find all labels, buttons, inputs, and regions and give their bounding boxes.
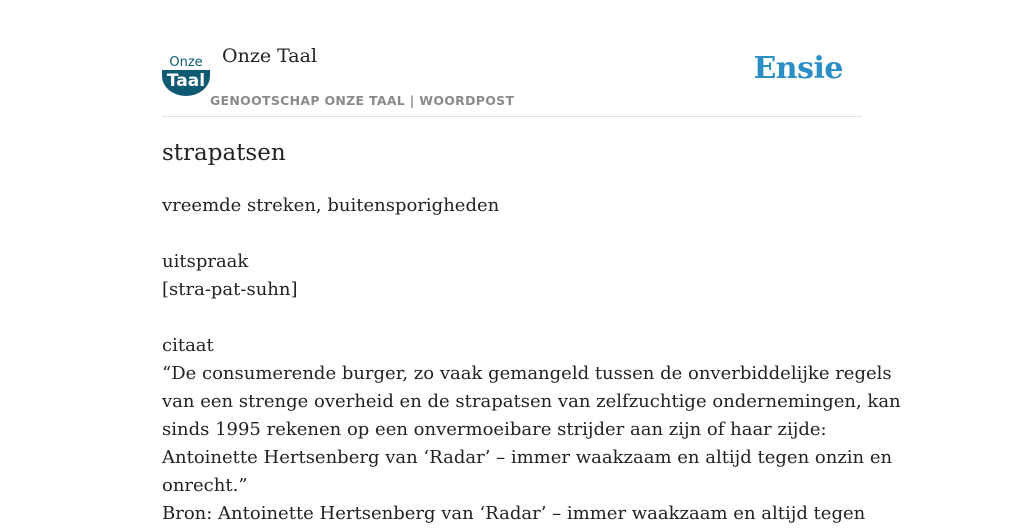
pronunciation-value: [stra-pat-suhn] xyxy=(162,279,298,300)
entry-term: strapatsen xyxy=(162,140,286,166)
quote-line: sinds 1995 rekenen op een onvermoeibare strijder aan zijn of haar zijde: xyxy=(162,419,827,440)
entry-body xyxy=(162,192,901,528)
site-subtitle: GENOOTSCHAP ONZE TAAL | WOORDPOST xyxy=(210,93,515,108)
quote-block xyxy=(162,332,901,528)
ensie-logo[interactable]: Ensie xyxy=(753,51,843,86)
logo-top-text: Onze xyxy=(169,55,203,70)
quote-line: “De consumerende burger, zo vaak gemangeld tussen de onverbiddelijke regels xyxy=(162,363,892,384)
site-name[interactable]: Onze Taal xyxy=(222,45,318,67)
quote-source: Bron: Antoinette Hertsenberg van ‘Radar’ – immer waakzaam en altijd tegen xyxy=(162,503,866,524)
quote-label: citaat xyxy=(162,335,214,356)
quote-line: van een strenge overheid en de strapatsen van zelfzuchtige ondernemingen, kan xyxy=(162,391,901,412)
onze-taal-logo[interactable] xyxy=(162,52,210,96)
header xyxy=(162,0,862,117)
page xyxy=(162,0,901,524)
pronunciation-label: uitspraak xyxy=(162,251,249,272)
quote-line: Antoinette Hertsenberg van ‘Radar’ – immer waakzaam en altijd tegen onzin en xyxy=(162,447,893,468)
quote-line: onrecht.” xyxy=(162,475,248,496)
logo-bottom-text: Taal xyxy=(166,71,206,91)
entry-definition: vreemde streken, buitensporigheden xyxy=(162,195,500,216)
pronunciation-block xyxy=(162,248,862,304)
